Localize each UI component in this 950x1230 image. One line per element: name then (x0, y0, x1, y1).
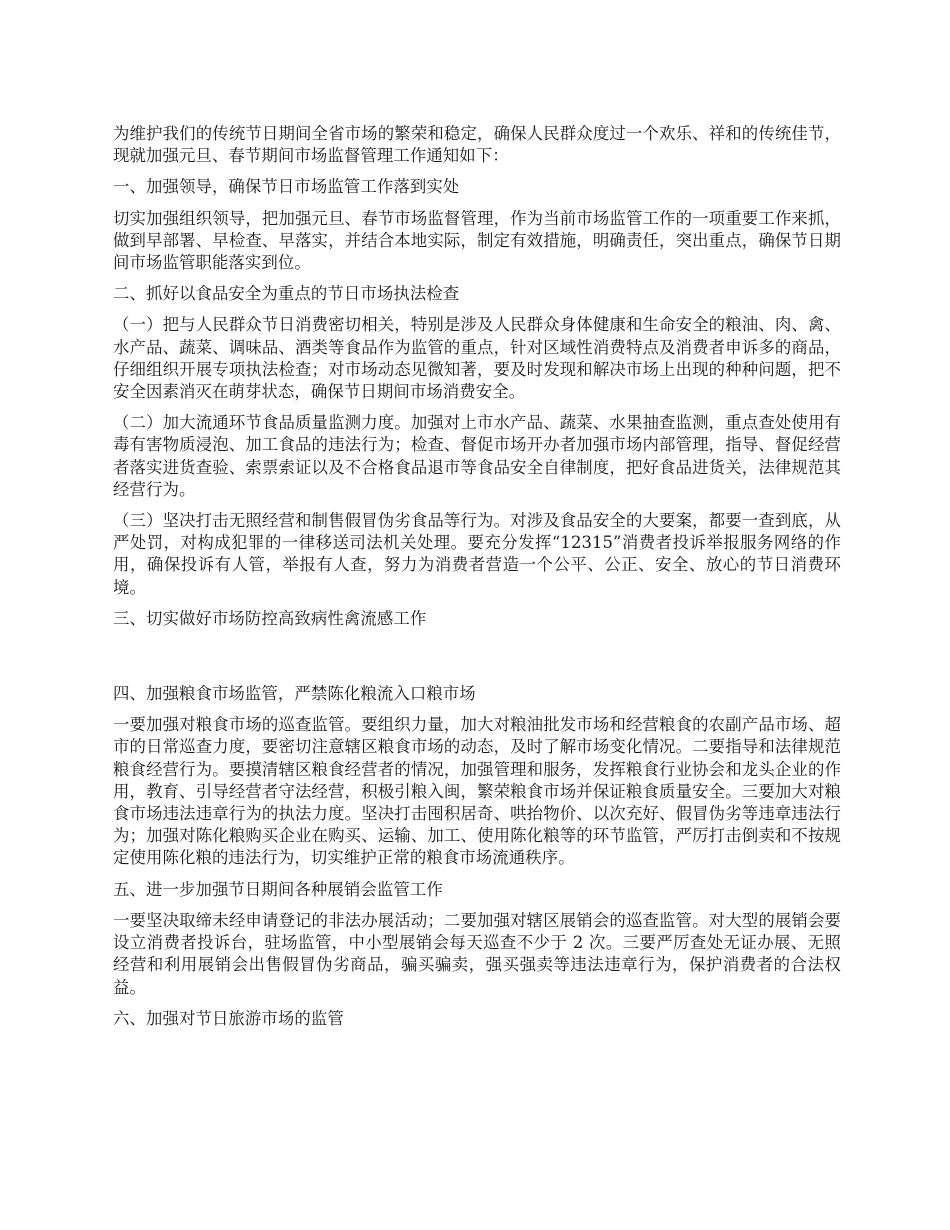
section-heading-6: 六、加强对节日旅游市场的监管 (113, 1008, 344, 1028)
section-heading-3: 三、切实做好市场防控高致病性禽流感工作 (113, 608, 427, 628)
section-heading-1: 一、加强领导，确保节日市场监管工作落到实处 (113, 177, 460, 197)
intro-paragraph: 为维护我们的传统节日期间全省市场的繁荣和稳定，确保人民群众度过一个欢乐、祥和的传统佳节，现就加强元旦、春节期间市场监督管理工作通知如下： (113, 124, 841, 166)
section-5-paragraph: 一要坚决取缔未经申请登记的非法办展活动；二要加强对辖区展销会的巡查监管。对大型的展销会要设立消费者投诉台，驻场监管，中小型展销会每天巡查不少于 2 次。三要严厉查处无证办展、无照经营和利用展销会出售假冒伪劣商品，骗买骗卖，强买强卖等违法违章行为，保护消费者的合法权益。 (113, 910, 841, 997)
blank-gap (113, 639, 841, 683)
section-2-item-2: （二）加大流通环节食品质量监测力度。加强对上市水产品、蔬菜、水果抽查监测，重点查处使用有毒有害物质浸泡、加工食品的违法行为；检查、督促市场开办者加强市场内部管理，指导、督促经营者落实进货查验、索票索证以及不合格食品退市等食品安全自律制度，把好食品进货关，法律规范其经营行为。 (113, 413, 841, 499)
section-1-paragraph: 切实加强组织领导，把加强元旦、春节市场监督管理，作为当前市场监管工作的一项重要工作来抓，做到早部署、早检查、早落实，并结合本地实际，制定有效措施，明确责任，突出重点，确保节日期间市场监管职能落实到位。 (113, 208, 841, 273)
section-2-item-3: （三）坚决打击无照经营和制售假冒伪劣食品等行为。对涉及食品安全的大要案，都要一查到底，从严处罚，对构成犯罪的一律移送司法机关处理。要充分发挥“12315”消费者投诉举报服务网络的作用，确保投诉有人管，举报有人查，努力为消费者营造一个公平、公正、安全、放心的节日消费环境。 (113, 511, 841, 597)
section-heading-2: 二、抓好以食品安全为重点的节日市场执法检查 (113, 284, 460, 304)
section-heading-5: 五、进一步加强节日期间各种展销会监管工作 (113, 879, 443, 899)
section-2-item-1: （一）把与人民群众节日消费密切相关，特别是涉及人民群众身体健康和生命安全的粮油、肉、禽、水产品、蔬菜、调味品、酒类等食品作为监管的重点，针对区域性消费特点及消费者申诉多的商品，仔细组织开展专项执法检查；对市场动态见微知著，要及时发现和解决市场上出现的种种问题，把不安全因素消灭在萌芽状态，确保节日期间市场消费安全。 (113, 315, 841, 402)
section-4-paragraph: 一要加强对粮食市场的巡查监管。要组织力量，加大对粮油批发市场和经营粮食的农副产品市场、超市的日常巡查力度，要密切注意辖区粮食市场的动态，及时了解市场变化情况。二要指导和法律规范粮食经营行为。要摸清辖区粮食经营者的情况，加强管理和服务，发挥粮食行业协会和龙头企业的作用，教育、引导经营者守法经营，积极引粮入闽，繁荣粮食市场并保证粮食质量安全。三要加大对粮食市场违法违章行为的执法力度。坚决打击囤积居奇、哄抬物价、以次充好、假冒伪劣等违章违法行为；加强对陈化粮购买企业在购买、运输、加工、使用陈化粮等的环节监管，严厉打击倒卖和不按规定使用陈化粮的违法行为，切实维护正常的粮食市场流通秩序。 (113, 715, 841, 868)
document-body (113, 123, 841, 1039)
section-heading-4: 四、加强粮食市场监管，严禁陈化粮流入口粮市场 (113, 684, 476, 704)
